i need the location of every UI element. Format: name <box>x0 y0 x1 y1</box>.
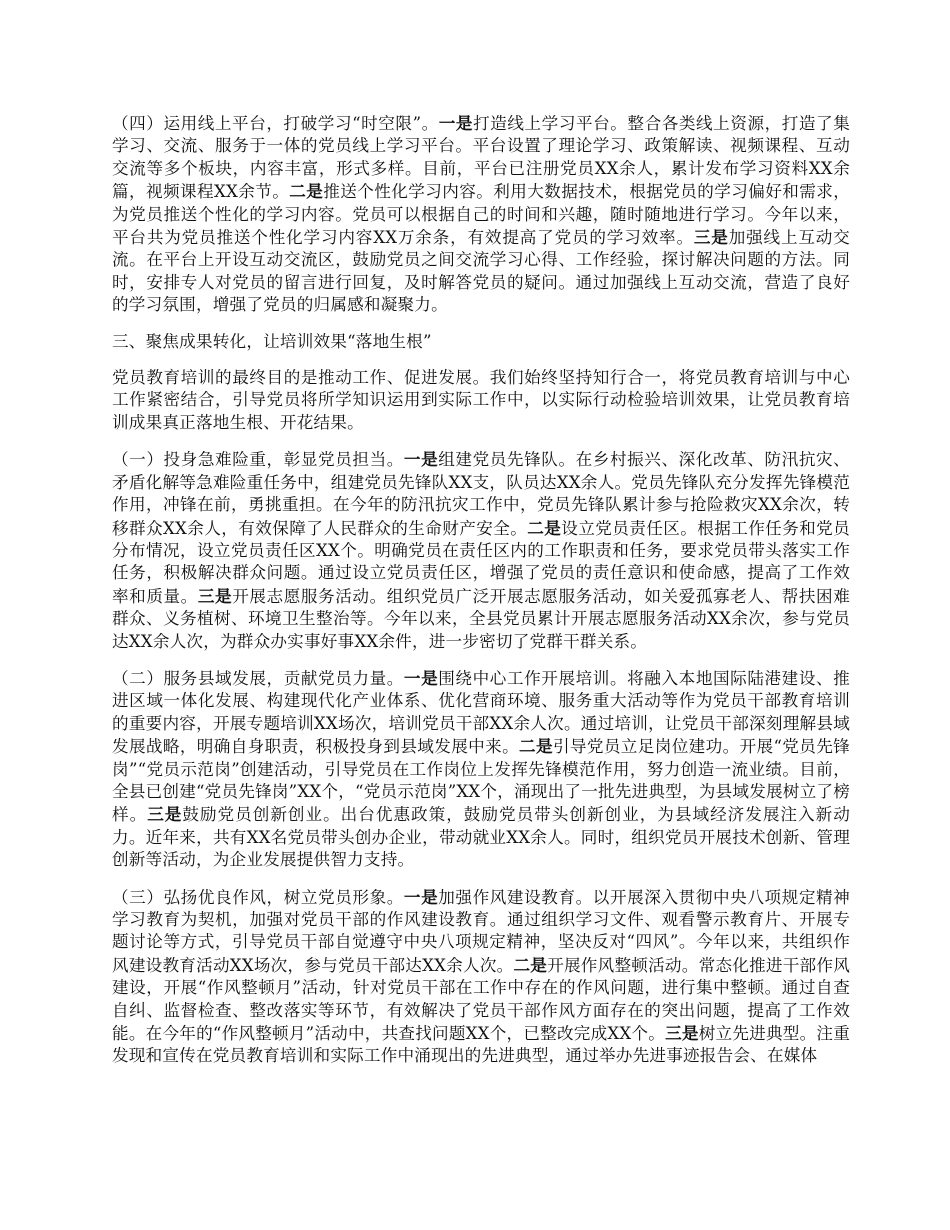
paragraph-text: 加强线上互动交流。在平台上开设互动交流区，鼓励党员之间交流学习心得、工作经验，探讨解决问题的方法。同时，安排专人对党员的留言进行回复，及时解答党员的疑问。通过加强线上互动交流，营造了良好的学习氛围，增强了党员的归属感和凝聚力。 <box>112 228 850 315</box>
point-two-label: 二是 <box>519 736 553 757</box>
point-one-label: 一是 <box>403 667 439 688</box>
paragraph-text: 引导党员立足岗位建功。开展“党员先锋岗”“党员示范岗”创建活动，引导党员在工作岗位上发挥先锋模范作用，努力创造一流业绩。目前，全县已创建“党员先锋岗”XX个，“党员示范岗”XX个，涌现出了一批先进典型，为县域发展树立了榜样。 <box>112 737 850 825</box>
paragraph-text: （四）运用线上平台，打破学习“时空限”。 <box>112 114 439 133</box>
paragraph-text: 开展志愿服务活动。组织党员广泛开展志愿服务活动，如关爱孤寡老人、帮扶困难群众、义务植树、环境卫生整治等。今年以来，全县党员累计开展志愿服务活动XX余次，参与党员达XX余人次，为群众办实事好事XX余件，进一步密切了党群干群关系。 <box>112 586 850 651</box>
point-three-label: 三是 <box>665 1023 699 1044</box>
point-one-label: 一是 <box>403 886 439 907</box>
paragraph-text: 加强作风建设教育。以开展深入贯彻中央八项规定精神学习教育为契机，加强对党员干部的作风建设教育。通过组织学习文件、观看警示教育片、开展专题讨论等方式，引导党员干部自觉遵守中央八项规定精神，坚决反对“四风”。今年以来，共组织作风建设教育活动XX场次，参与党员干部达XX余人次。 <box>112 887 850 975</box>
point-two-label: 二是 <box>289 181 324 202</box>
paragraph-text: 鼓励党员创新创业。出台优惠政策，鼓励党员带头创新创业，为县域经济发展注入新动力。近年来，共有XX名党员带头创办企业，带动就业XX余人。同时，组织党员开展技术创新、管理创新等活动，为企业发展提供智力支持。 <box>112 805 850 870</box>
paragraph-emergency <box>112 448 850 653</box>
paragraph-text: 党员教育培训的最终目的是推动工作、促进发展。我们始终坚持知行合一，将党员教育培训与中心工作紧密结合，引导党员将所学知识运用到实际工作中，以实际行动检验培训效果，让党员教育培训成果真正落地生根、开花结果。 <box>112 368 850 432</box>
section-heading-text: 三、聚焦成果转化，让培训效果“落地生根” <box>112 331 432 351</box>
paragraph-text: （三）弘扬优良作风，树立党员形象。 <box>112 887 404 907</box>
point-three-label: 三是 <box>693 227 729 248</box>
point-three-label: 三是 <box>197 585 233 606</box>
point-two-label: 二是 <box>527 517 562 538</box>
paragraph-text: 开展作风整顿活动。常态化推进干部作风建设，开展“作风整顿月”活动，针对党员干部在工作中存在的作风问题，进行集中整顿。通过自查自纠、监督检查、整改落实等环节，有效解决了党员干部作风方面存在的突出问题，提高了工作效能。在今年的“作风整顿月”活动中，共查找问题XX个，已整改完成XX个。 <box>112 955 850 1044</box>
section-heading <box>112 331 850 353</box>
paragraph-text: 树立先进典型。注重发现和宣传在党员教育培训和实际工作中涌现出的先进典型，通过举办先进事迹报告会、在媒体 <box>112 1024 850 1066</box>
point-one-label: 一是 <box>403 449 439 470</box>
paragraph-text: （二）服务县域发展，贡献党员力量。 <box>112 668 404 688</box>
paragraph-county-development <box>112 667 850 872</box>
document-page <box>112 112 850 1082</box>
paragraph-text: 打造线上学习平台。整合各类线上资源，打造了集学习、交流、服务于一体的党员线上学习平台。平台设置了理论学习、政策解读、视频课程、互动交流等多个板块，内容丰富，形式多样。目前，平台已注册党员XX余人，累计发布学习资料XX余篇，视频课程XX余节。 <box>112 114 851 202</box>
paragraph-text: 围绕中心工作开展培训。将融入本地国际陆港建设、推进区域一体化发展、构建现代化产业体系、优化营商环境、服务重大活动等作为党员干部教育培训的重要内容，开展专题培训XX场次，培训党员干部XX余人次。通过培训，让党员干部深刻理解县域发展战略，明确自身职责，积极投身到县域发展中来。 <box>112 668 850 757</box>
point-one-label: 一是 <box>438 113 474 133</box>
paragraph-text: （一）投身急难险重，彰显党员担当。 <box>112 450 404 470</box>
paragraph-text: 组建党员先锋队。在乡村振兴、深化改革、防汛抗灾、矛盾化解等急难险重任务中，组建党员先锋队XX支，队员达XX余人。党员先锋队充分发挥先锋模范作用，冲锋在前，勇挑重担。在今年的防汛抗灾工作中，党员先锋队累计参与抢险救灾XX余次，转移群众XX余人，有效保障了人民群众的生命财产安全。 <box>112 450 850 538</box>
paragraph-work-style <box>112 886 850 1068</box>
paragraph-online-platform <box>112 112 850 317</box>
point-three-label: 三是 <box>147 804 183 825</box>
paragraph-text: 推送个性化学习内容。利用大数据技术，根据党员的学习偏好和需求，为党员推送个性化的学习内容。党员可以根据自己的时间和兴趣，随时随地进行学习。今年以来，平台共为党员推送个性化学习内容XX万余条，有效提高了党员的学习效率。 <box>112 182 850 248</box>
paragraph-section-intro <box>112 367 850 434</box>
point-two-label: 二是 <box>513 954 548 975</box>
paragraph-text: 设立党员责任区。根据工作任务和党员分布情况，设立党员责任区XX个。明确党员在责任区内的工作职责和任务，要求党员带头落实工作任务，积极解决群众问题。通过设立党员责任区，增强了党员的责任意识和使命感，提高了工作效率和质量。 <box>112 518 850 606</box>
